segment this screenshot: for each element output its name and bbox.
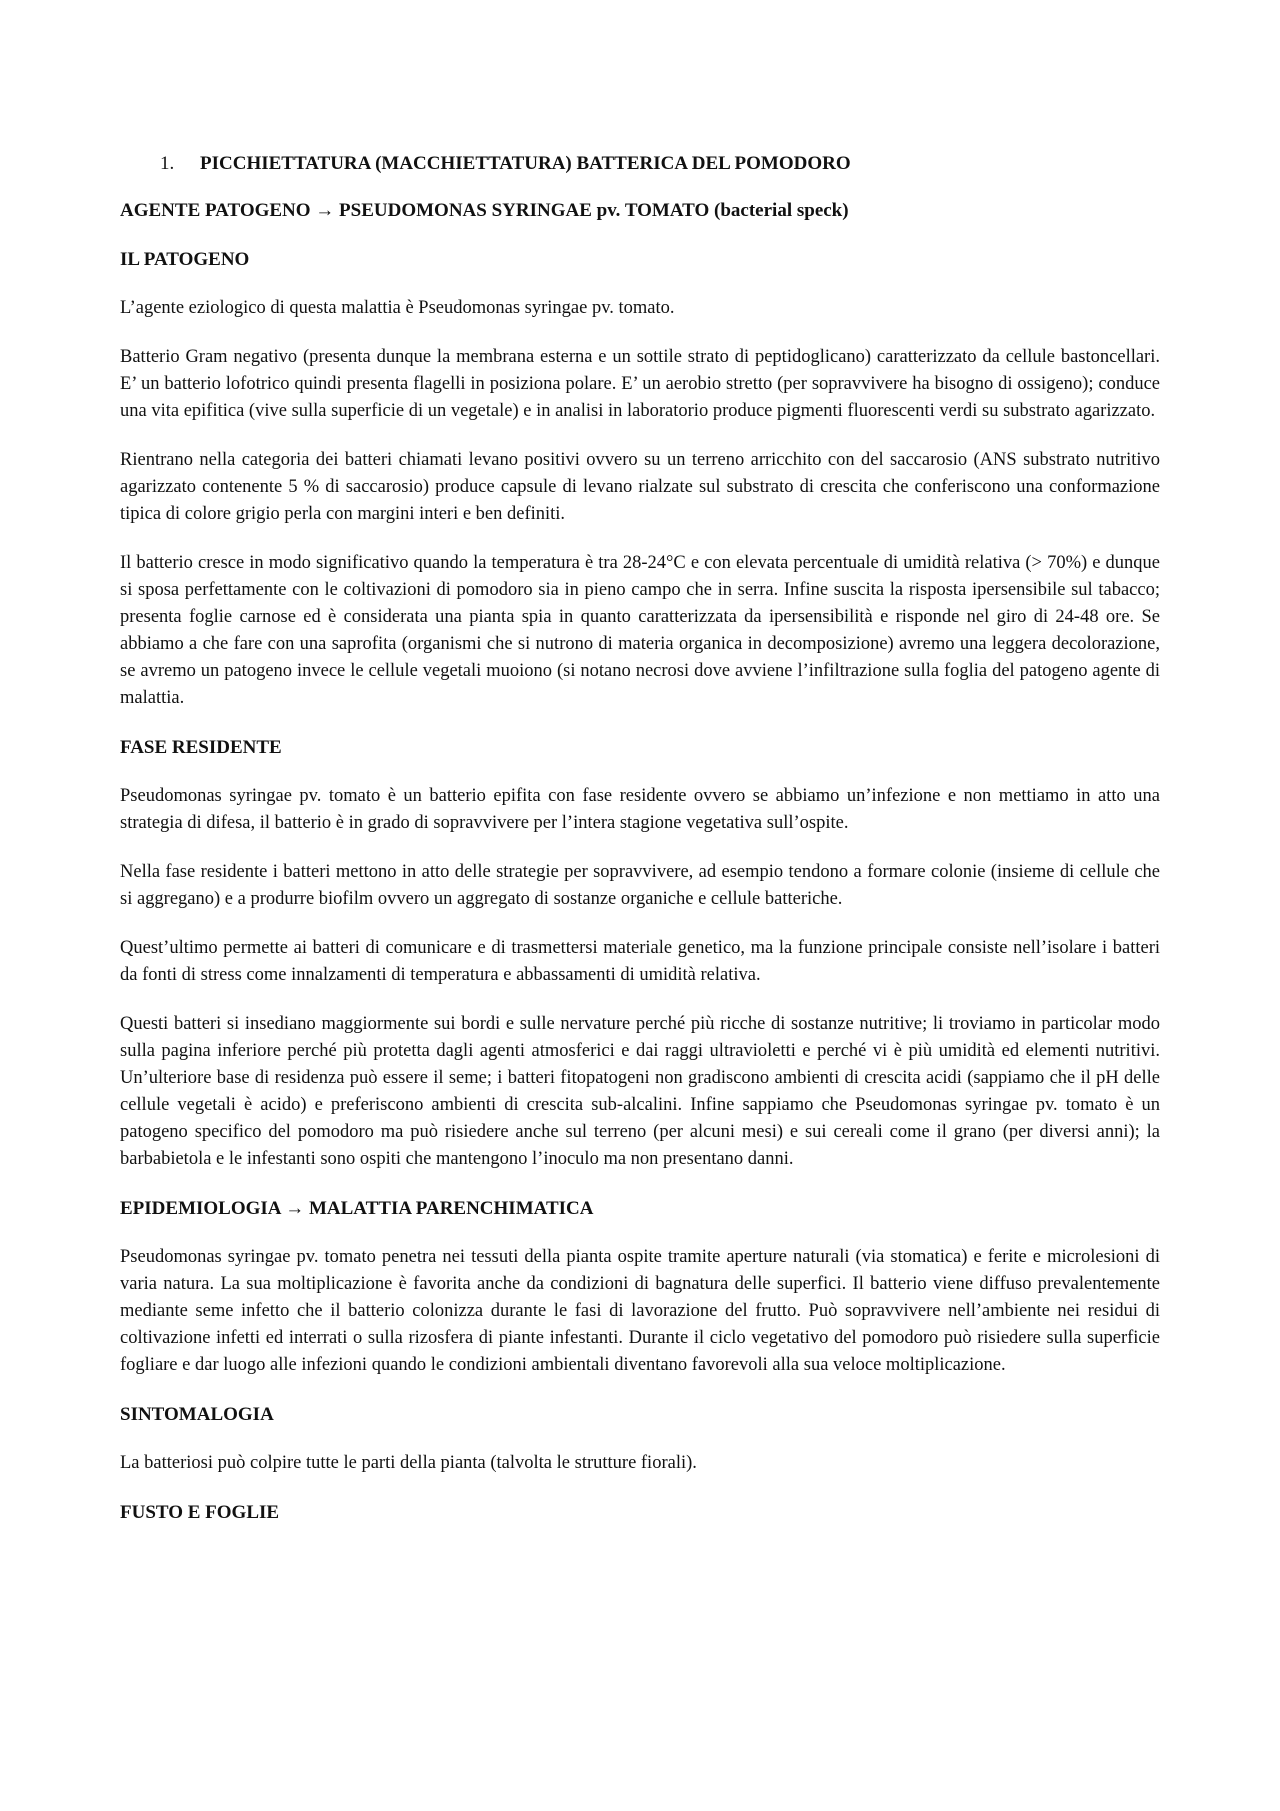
- paragraph: Pseudomonas syringae pv. tomato è un batterio epifita con fase residente ovvero se abbiamo un’infezione e non mettiamo in atto una strategia di difesa, il batterio è in grado di sopravvivere per l’intera stagione vegetativa sull’ospite.: [120, 786, 1160, 833]
- paragraph: Rientrano nella categoria dei batteri chiamati levano positivi ovvero su un terreno arricchito con del saccarosio (ANS substrato nutritivo agarizzato contenente 5 % di saccarosio) produce capsule di levano rialzate sul substrato di crescita che conferiscono una conformazione tipica di colore grigio perla con margini interi e ben definiti.: [120, 450, 1160, 524]
- paragraph: Quest’ultimo permette ai batteri di comunicare e di trasmettersi materiale genetico, ma la funzione principale consiste nell’isolare i batteri da fonti di stress come innalzamenti di temperatura e abbassamenti di umidità relativa.: [120, 938, 1160, 985]
- document-title: [120, 150, 1160, 177]
- paragraph: Il batterio cresce in modo significativo quando la temperatura è tra 28-24°C e con elevata percentuale di umidità relativa (> 70%) e dunque si sposa perfettamente con le coltivazioni di pomodoro sia in pieno campo che in serra. Infine suscita la risposta ipersensibile sul tabacco; presenta foglie carnose ed è considerata una pianta spia in quanto caratterizzata da ipersensibilità e risponde nel giro di 24-48 ore. Se abbiamo a che fare con una saprofita (organismi che si nutrono di materia organica in decomposizione) avremo una leggera decolorazione, se avremo un patogeno invece le cellule vegetali muoiono (si notano necrosi dove avviene l’infiltrazione sulla foglia del patogeno agente di malattia.: [120, 553, 1160, 708]
- section-heading-fase-residente: FASE RESIDENTE: [120, 737, 282, 758]
- section-heading-sintomalogia: SINTOMALOGIA: [120, 1404, 274, 1425]
- paragraph: Pseudomonas syringae pv. tomato penetra nei tessuti della pianta ospite tramite aperture naturali (via stomatica) e ferite e microlesioni di varia natura. La sua moltiplicazione è favorita anche da condizioni di bagnatura delle superfici. Il batterio viene diffuso prevalentemente mediante seme infetto che il batterio colonizza durante le fasi di lavorazione del frutto. Può sopravvivere nell’ambiente nei residui di coltivazione infetti ed interrati o sulla rizosfera di piante infestanti. Durante il ciclo vegetativo del pomodoro può risiedere sulla superficie fogliare e dar luogo alle infezioni quando le condizioni ambientali diventano favorevoli alla sua veloce moltiplicazione.: [120, 1247, 1160, 1375]
- title-number: 1.: [160, 153, 175, 174]
- document-page: [120, 150, 1160, 1548]
- section-heading-epidemiologia: EPIDEMIOLOGIA → MALATTIA PARENCHIMATICA: [120, 1198, 594, 1219]
- section-heading-fusto-foglie: FUSTO E FOGLIE: [120, 1502, 280, 1523]
- section-heading-patogeno: IL PATOGENO: [120, 249, 250, 270]
- title-text: PICCHIETTATURA (MACCHIETTATURA) BATTERICA DEL POMODORO: [200, 153, 851, 174]
- agent-heading: AGENTE PATOGENO → PSEUDOMONAS SYRINGAE pv. TOMATO (bacterial speck): [120, 200, 849, 221]
- paragraph: Nella fase residente i batteri mettono in atto delle strategie per sopravvivere, ad esempio tendono a formare colonie (insieme di cellule che si aggregano) e a produrre biofilm ovvero un aggregato di sostanze organiche e cellule batteriche.: [120, 862, 1160, 909]
- paragraph: L’agente eziologico di questa malattia è Pseudomonas syringae pv. tomato.: [120, 298, 675, 318]
- paragraph: Questi batteri si insediano maggiormente sui bordi e sulle nervature perché più ricche di sostanze nutritive; li troviamo in particolar modo sulla pagina inferiore perché più protetta dagli agenti atmosferici e dai raggi ultravioletti e perché vi è più umidità ed elementi nutritivi. Un’ulteriore base di residenza può essere il seme; i batteri fitopatogeni non gradiscono ambienti di crescita acidi (sappiamo che il pH delle cellule vegetali è acido) e preferiscono ambienti di crescita sub-alcalini. Infine sappiamo che Pseudomonas syringae pv. tomato è un patogeno specifico del pomodoro ma può risiedere anche sul terreno (per alcuni mesi) e sui cereali come il grano (per diversi anni); la barbabietola e le infestanti sono ospiti che mantengono l’inoculo ma non presentano danni.: [120, 1014, 1160, 1169]
- paragraph: La batteriosi può colpire tutte le parti della pianta (talvolta le strutture fiorali).: [120, 1453, 697, 1473]
- paragraph: Batterio Gram negativo (presenta dunque la membrana esterna e un sottile strato di peptidoglicano) caratterizzato da cellule bastoncellari. E’ un batterio lofotrico quindi presenta flagelli in posiziona polare. E’ un aerobio stretto (per sopravvivere ha bisogno di ossigeno); conduce una vita epifitica (vive sulla superficie di un vegetale) e in analisi in laboratorio produce pigmenti fluorescenti verdi su substrato agarizzato.: [120, 347, 1160, 421]
